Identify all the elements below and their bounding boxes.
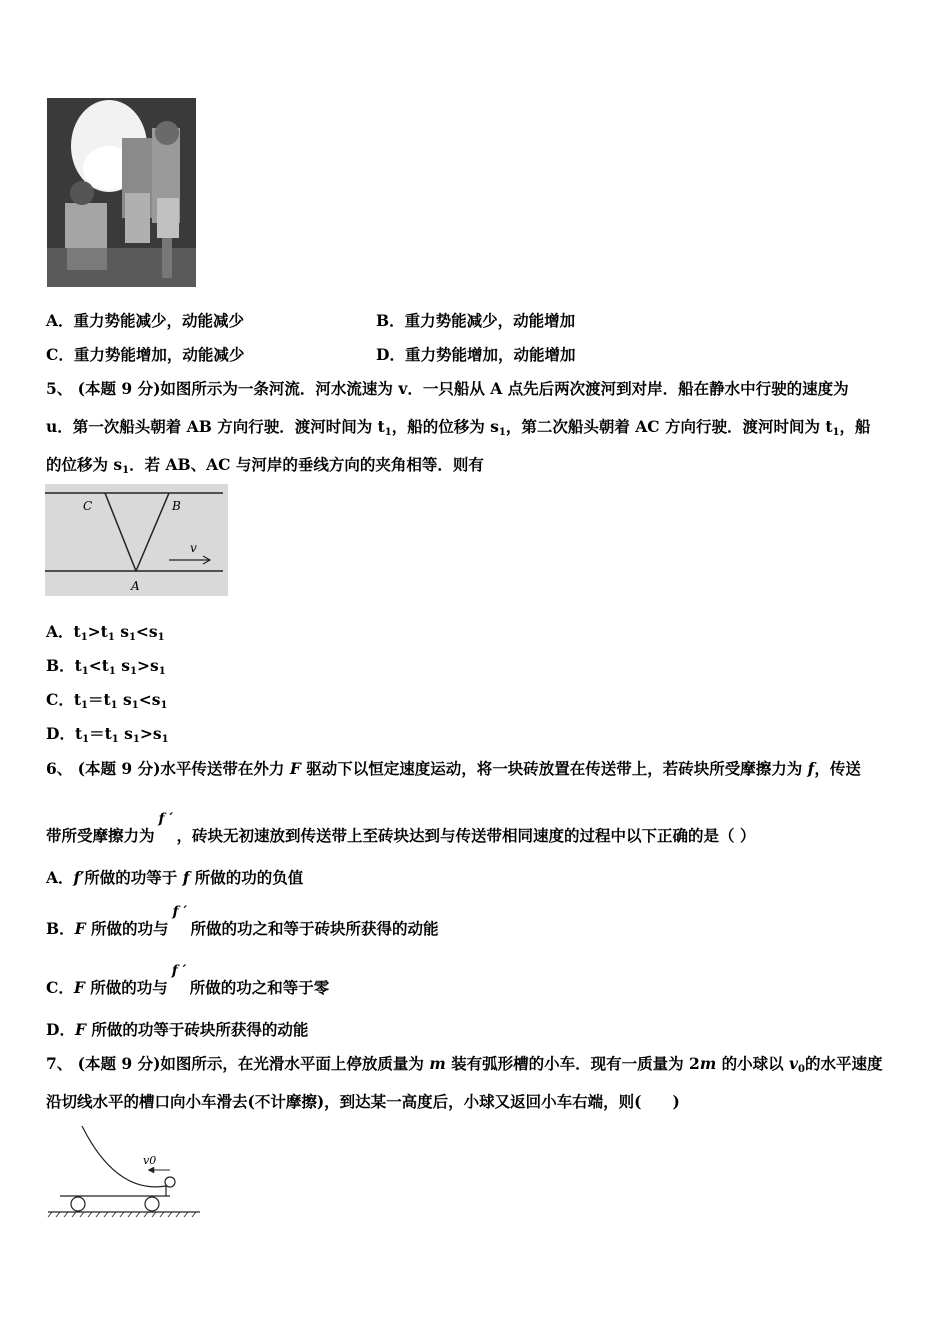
label-c: C [83, 499, 93, 513]
q6-line2: 带所受摩擦力为 f ′ ，砖块无初速放到传送带上至砖块达到与传送带相同速度的过程中以下正确的是（ ） [46, 811, 756, 845]
q5-option-c: C．$t_1=t_1$ $s_1<s_1$ [46, 690, 168, 711]
q6-option-b: B．F 所做的功与 f ′ 所做的功之和等于砖块所获得的动能 [46, 904, 439, 938]
q6-option-a: A．f′所做的功等于 f 所做的功的负值 [46, 868, 304, 887]
q5-option-a: A．$t_1>t_1$ $s_1<s_1$ [46, 622, 165, 643]
q5-line3: 的位移为 $s_1$．若 AB、AC 与河岸的垂线方向的夹角相等．则有 [46, 455, 484, 476]
label-b: B [172, 499, 181, 513]
q5-line2: u．第一次船头朝着 AB 方向行驶．渡河时间为 $t_1$，船的位移为 $s_1$，第二次船头朝着 AC 方向行驶．渡河时间为 $t_1$，船 [46, 417, 871, 438]
q5-option-b: B．$t_1<t_1$ $s_1>s_1$ [46, 656, 166, 677]
q5-line1: 5、 (本题 9 分)如图所示为一条河流．河水流速为 v．一只船从 A 点先后两次渡河到对岸．船在静水中行驶的速度为 [46, 379, 849, 398]
river-diagram [45, 484, 228, 596]
option-d: D．重力势能增加，动能增加 [376, 345, 576, 364]
sky-lantern-photo [47, 98, 196, 287]
label-v: v [190, 541, 197, 555]
option-c: C．重力势能增加，动能减少 [46, 345, 245, 364]
q6-option-d: D．F 所做的功等于砖块所获得的动能 [46, 1020, 309, 1039]
option-a: A．重力势能减少，动能减少 [46, 311, 245, 330]
q7-line2: 沿切线水平的槽口向小车滑去(不计摩擦)，到达某一高度后，小球又返回小车右端，则( ) [46, 1092, 680, 1111]
label-a: A [131, 579, 140, 593]
q5-option-d: D．$t_1=t_1$ $s_1>s_1$ [46, 724, 169, 745]
q7-line1: 7、 (本题 9 分)如图所示，在光滑水平面上停放质量为 m 装有弧形槽的小车．现有一质量为 2m 的小球以 $v_0$的水平速度 [46, 1054, 883, 1075]
q6-line1: 6、 (本题 9 分)水平传送带在外力 F 驱动下以恒定速度运动，将一块砖放置在传送带上，若砖块所受摩擦力为 f，传送 [46, 759, 861, 778]
q6-option-c: C．F 所做的功与 f ′ 所做的功之和等于零 [46, 963, 330, 997]
f-prime-symbol: f ′ [158, 811, 174, 827]
v0-label: v0 [143, 1154, 157, 1167]
cart-diagram [46, 1124, 202, 1218]
option-b: B．重力势能减少，动能增加 [376, 311, 576, 330]
